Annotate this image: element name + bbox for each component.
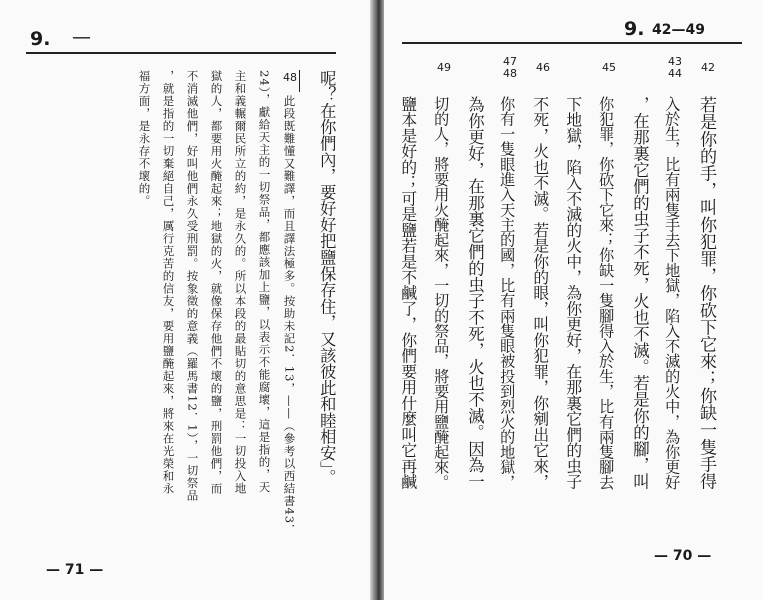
right-header-rule (402, 42, 742, 44)
text-column-4: 你犯罪，你砍下它來；你缺一隻腳得入於生，比有兩隻腳去 (597, 96, 616, 490)
left-header-dash: — (72, 26, 91, 48)
note-line-6: ，就是指的一切棄絕自己，厲行克苦的信友，要用鹽醃起來，將來在光榮和永 (161, 70, 176, 495)
left-note-separator (299, 70, 300, 92)
right-header-range: 42—49 (652, 22, 705, 38)
left-page (0, 0, 372, 600)
text-column-2: 入於生，比有兩隻手去下地獄，陷入不滅的火中，為你更好 (663, 96, 682, 490)
text-column-10: 鹽本是好的；可是鹽若是不鹹了，你們要用什麼叫它再鹹 (398, 96, 418, 490)
note-line-2: 24），獻給天主的一切祭品，都應該加上鹽，以表示不能腐壞，這是指的，天 (257, 70, 272, 494)
note-line-5: 不消滅他們，好叫他們永久受刑罰。按象徵的意義（羅馬書12．1），一切祭品 (185, 70, 200, 502)
note-line-4: 獄的人，都要用火醃起來；地獄的火，就像保存他們不壞的鹽，刑罰他們，而 (209, 70, 224, 495)
text-column-3: ，在那裏它們的虫子不死，火也不滅。若是你的腳，叫 (630, 96, 650, 490)
right-header-chapter: 9. (624, 18, 645, 40)
verse-number: 42 (701, 61, 715, 74)
text-column-8: 為你更好，在那裏它們的虫子不死，火也不滅。因為一 (465, 96, 485, 490)
left-header-rule (26, 52, 336, 54)
text-column-1: 若是你的手，叫你犯罪，你砍下它來；你缺一隻手得 (696, 96, 717, 490)
note-line-3: 主和義輾爾民所立的約，是永久的。所以本段的最貼切的意思是：一切投入地 (233, 70, 248, 495)
verse-number: 43 44 (668, 55, 682, 80)
right-page-number: — 70 — (654, 548, 712, 564)
verse-number: 47 48 (503, 55, 517, 80)
note-line-1: 此段既難懂又難譯，而且譯法極多。按助未記2．13，——（參考以西結書43． (282, 95, 297, 537)
text-column-7: 你有一隻眼進入天主的國，比有兩隻眼被投到烈火的地獄， (498, 96, 517, 490)
note-verse-ref: 48 (283, 71, 297, 84)
right-page (384, 0, 763, 600)
left-page-number: — 71 — (46, 562, 104, 578)
left-header-chapter: 9. (30, 28, 51, 50)
left-main-line-1: 呢？在你們內，要好好把鹽保存住，又該彼此和睦相安」。 (317, 70, 337, 486)
text-column-6: 不死，火也不滅。若是你的眼，叫你犯罪，你剜出它來， (530, 96, 550, 490)
verse-number: 45 (602, 61, 616, 74)
verse-number: 49 (437, 61, 451, 74)
verse-number: 46 (536, 61, 550, 74)
text-column-5: 下地獄，陷入不滅的火中，為你更好，在那裏它們的虫子 (563, 96, 583, 490)
note-line-7: 福方面，是永存不壞的。 (137, 70, 152, 208)
text-column-9: 切的人，將要用火醃起來，一切的祭品，將要用鹽醃起來。 (432, 96, 451, 490)
